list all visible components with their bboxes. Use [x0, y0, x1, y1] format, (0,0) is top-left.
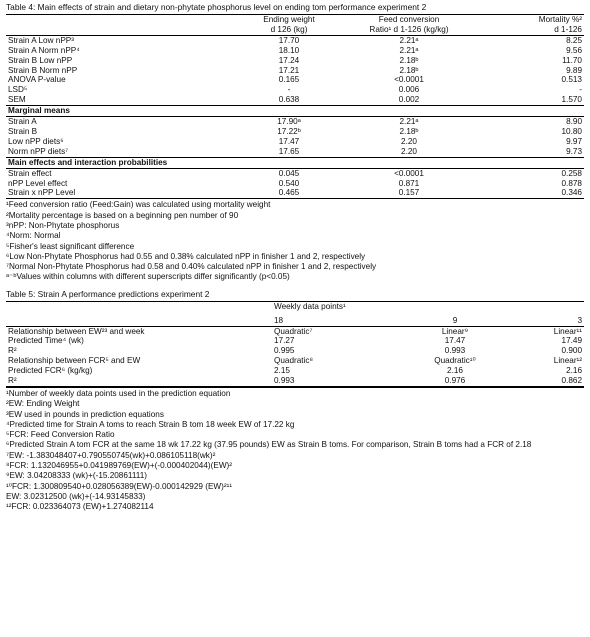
mortality-cell: 9.56	[566, 45, 582, 55]
row-label: Strain B Low nPP	[8, 55, 73, 65]
value-cell-9wk: 17.47	[444, 336, 466, 346]
footnote: ⁵FCR: Feed Conversion Ratio	[6, 430, 115, 440]
row-label: Relationship between EW²³ and week	[8, 326, 145, 336]
table-row	[6, 66, 584, 76]
table-row	[6, 95, 584, 105]
t4-header-ew: Ending weight	[263, 15, 315, 24]
row-label: R²	[8, 346, 17, 356]
row-label: Relationship between FCR⁵ and EW	[8, 356, 141, 366]
mortality-cell: 0.878	[561, 178, 582, 188]
table-row	[6, 35, 584, 45]
row-label: Predicted Time⁴ (wk)	[8, 336, 84, 346]
t4-header-mort-sub: d 1-126	[554, 24, 582, 34]
t4-header-fcr: Feed conversion	[378, 15, 440, 24]
feed-conversion-cell: 2.18ᵇ	[399, 65, 419, 75]
table4	[6, 14, 584, 198]
footnote: ¹⁰FCR: 1.300809540+0.028056389(EW)-0.000142929 (EW)²¹¹	[6, 481, 233, 491]
row-label: Strain x nPP Level	[8, 188, 76, 198]
value-cell-18wk: Quadratic⁸	[274, 356, 313, 366]
ending-weight-cell: 0.165	[278, 75, 300, 85]
ending-weight-cell: 17.22ᵇ	[277, 126, 301, 136]
mortality-cell: -	[579, 85, 582, 95]
footnote: ⁴Norm: Normal	[6, 231, 61, 241]
row-label: ANOVA P-value	[8, 75, 66, 85]
table4-footnotes	[6, 198, 584, 282]
ending-weight-cell: 0.540	[278, 178, 300, 188]
feed-conversion-cell: 0.006	[398, 85, 420, 95]
row-label: nPP Level effect	[8, 178, 68, 188]
feed-conversion-cell: 2.21ᵃ	[399, 45, 419, 55]
footnote: ᵃ⁻ᵇValues within columns with different superscripts differ significantly (p<0.05)	[6, 272, 290, 282]
feed-conversion-cell: 0.871	[398, 178, 420, 188]
ending-weight-cell: 17.70	[278, 35, 300, 45]
t4-section-marginal: Marginal means	[8, 106, 70, 116]
value-cell-3wk: 0.900	[561, 346, 583, 356]
footnote: ⁵Fisher's least significant difference	[6, 241, 135, 251]
row-label: Strain B Norm nPP	[8, 65, 78, 75]
footnote: ³nPP: Non-Phytate phosphorus	[6, 220, 120, 230]
feed-conversion-cell: 2.21ᵃ	[399, 117, 419, 127]
table-row	[6, 188, 584, 198]
mortality-cell: 1.570	[561, 95, 582, 105]
feed-conversion-cell: 2.20	[401, 146, 417, 156]
t4-section-main-effects: Main effects and interaction probabilities	[8, 157, 168, 167]
value-cell-18wk: 0.995	[274, 346, 295, 356]
value-cell-18wk: Quadratic⁷	[274, 326, 313, 336]
mortality-cell: 0.513	[561, 75, 582, 85]
footnote: ⁴Predicted time for Strain A toms to reach Strain B tom 18 week EW of 17.22 kg	[6, 419, 295, 429]
feed-conversion-cell: 2.18ᵇ	[399, 126, 419, 136]
mortality-cell: 11.70	[562, 55, 582, 65]
ending-weight-cell: 0.465	[278, 188, 300, 198]
value-cell-3wk: 17.49	[561, 336, 583, 346]
table-row	[6, 117, 584, 127]
table-row	[6, 127, 584, 137]
table5	[6, 301, 584, 387]
value-cell-18wk: 0.993	[274, 376, 295, 386]
table-row	[6, 356, 584, 366]
ending-weight-cell: 17.21	[278, 65, 300, 75]
footnote: ⁶Low Non-Phytate Phosphorus had 0.55 and 0.38% calculated nPP in finisher 1 and 2, respectively	[6, 251, 366, 261]
feed-conversion-cell: 2.21ᵃ	[399, 35, 419, 45]
ending-weight-cell: 17.24	[278, 55, 300, 65]
value-cell-9wk: 2.16	[447, 366, 463, 376]
ending-weight-cell: 17.47	[278, 136, 300, 146]
value-cell-9wk: 0.976	[444, 376, 466, 386]
table-row	[6, 85, 584, 95]
value-cell-18wk: 17.27	[274, 336, 295, 346]
table-row	[6, 366, 584, 376]
t5-weekly-header: Weekly data points¹	[274, 301, 346, 311]
value-cell-3wk: Linear¹²	[553, 356, 583, 366]
value-cell-9wk: Quadratic¹⁰	[434, 356, 476, 366]
table-row	[6, 137, 584, 147]
t5-col-9: 9	[452, 315, 458, 325]
mortality-cell: 0.258	[561, 168, 582, 178]
table-row	[6, 46, 584, 56]
value-cell-3wk: 2.16	[566, 366, 583, 376]
table-row	[6, 147, 584, 157]
ending-weight-cell: 0.045	[278, 168, 300, 178]
footnote: ⁶Predicted Strain A tom FCR at the same 18 wk 17.22 kg (37.95 pounds) EW as Strain B toms. For comparison, Strain B toms had a FCR of 2.18	[6, 440, 532, 450]
ending-weight-cell: -	[287, 85, 291, 95]
feed-conversion-cell: 0.157	[398, 188, 420, 198]
mortality-cell: 0.346	[561, 188, 582, 198]
table-row	[6, 56, 584, 66]
t4-header-mort: Mortality %²	[538, 15, 582, 24]
footnote: ³EW used in pounds in prediction equations	[6, 409, 164, 419]
footnote: ¹Feed conversion ratio (Feed:Gain) was calculated using mortality weight	[6, 200, 271, 210]
row-label: Strain effect	[8, 168, 52, 178]
footnote: ²Mortality percentage is based on a beginning pen number of 90	[6, 210, 239, 220]
value-cell-9wk: 0.993	[444, 346, 466, 356]
mortality-cell: 9.73	[566, 146, 582, 156]
row-label: LSD⁵	[8, 85, 28, 95]
mortality-cell: 9.89	[566, 65, 582, 75]
mortality-cell: 8.90	[566, 117, 582, 127]
ending-weight-cell: 17.90ᵃ	[277, 117, 301, 127]
feed-conversion-cell: 2.18ᵇ	[399, 55, 419, 65]
t4-header-fcr-sub: Ratio¹ d 1-126 (kg/kg)	[369, 24, 449, 34]
row-label: R²	[8, 376, 17, 386]
table5-title: Table 5: Strain A performance predictions experiment 2	[6, 288, 210, 299]
table4-title: Table 4: Main effects of strain and dietary non-phytate phosphorus level on ending tom performance experiment 2	[6, 2, 427, 12]
footnote: ⁹EW: 3.04208333 (wk)+(-15.20861111)	[6, 471, 148, 481]
feed-conversion-cell: <0.0001	[394, 75, 424, 85]
footnote: ¹²FCR: 0.023364073 (EW)+1.274082114	[6, 502, 154, 512]
row-label: Strain A Low nPP³	[8, 35, 74, 45]
feed-conversion-cell: 0.002	[398, 95, 420, 105]
row-label: Strain B	[8, 126, 38, 136]
value-cell-18wk: 2.15	[274, 366, 290, 376]
ending-weight-cell: 17.65	[278, 146, 300, 156]
footnote: EW: 3.02312500 (wk)+(-14.93145833)	[6, 491, 146, 501]
t5-col-3: 3	[577, 315, 583, 325]
ending-weight-cell: 0.638	[278, 95, 300, 105]
feed-conversion-cell: 2.20	[401, 136, 417, 146]
table5-footnotes	[6, 387, 584, 513]
mortality-cell: 8.25	[566, 35, 582, 45]
footnote: ⁸FCR: 1.132046955+0.041989769(EW)+(-0.000402044)(EW)²	[6, 461, 233, 471]
row-label: Strain A	[8, 117, 37, 127]
row-label: Low nPP diets⁶	[8, 136, 64, 146]
table-row	[6, 75, 584, 85]
row-label: Norm nPP diets⁷	[8, 146, 69, 156]
table-row	[6, 376, 584, 386]
value-cell-9wk: Linear⁹	[441, 326, 469, 336]
mortality-cell: 10.80	[561, 126, 582, 136]
t4-header-ew-sub: d 126 (kg)	[270, 24, 308, 34]
table-row	[6, 336, 584, 346]
table-row	[6, 168, 584, 178]
value-cell-3wk: Linear¹¹	[553, 326, 583, 336]
mortality-cell: 9.97	[566, 136, 582, 146]
table-row	[6, 326, 584, 336]
footnote: ¹Number of weekly data points used in the prediction equation	[6, 388, 231, 398]
t5-col-18: 18	[274, 315, 284, 325]
table-row	[6, 346, 584, 356]
footnote: ⁷Normal Non-Phytate Phosphorus had 0.58 and 0.40% calculated nPP in finisher 1 and 2, respectively	[6, 262, 377, 272]
ending-weight-cell: 18.10	[278, 45, 300, 55]
row-label: Strain A Norm nPP⁴	[8, 45, 80, 55]
footnote: ⁷EW: -1.383048407+0.790550745(wk)+0.086105118(wk)²	[6, 450, 216, 460]
row-label: SEM	[8, 95, 26, 105]
row-label: Predicted FCR⁶ (kg/kg)	[8, 366, 93, 376]
feed-conversion-cell: <0.0001	[394, 168, 424, 178]
footnote: ²EW: Ending Weight	[6, 399, 80, 409]
table-row	[6, 179, 584, 189]
value-cell-3wk: 0.862	[561, 376, 583, 386]
